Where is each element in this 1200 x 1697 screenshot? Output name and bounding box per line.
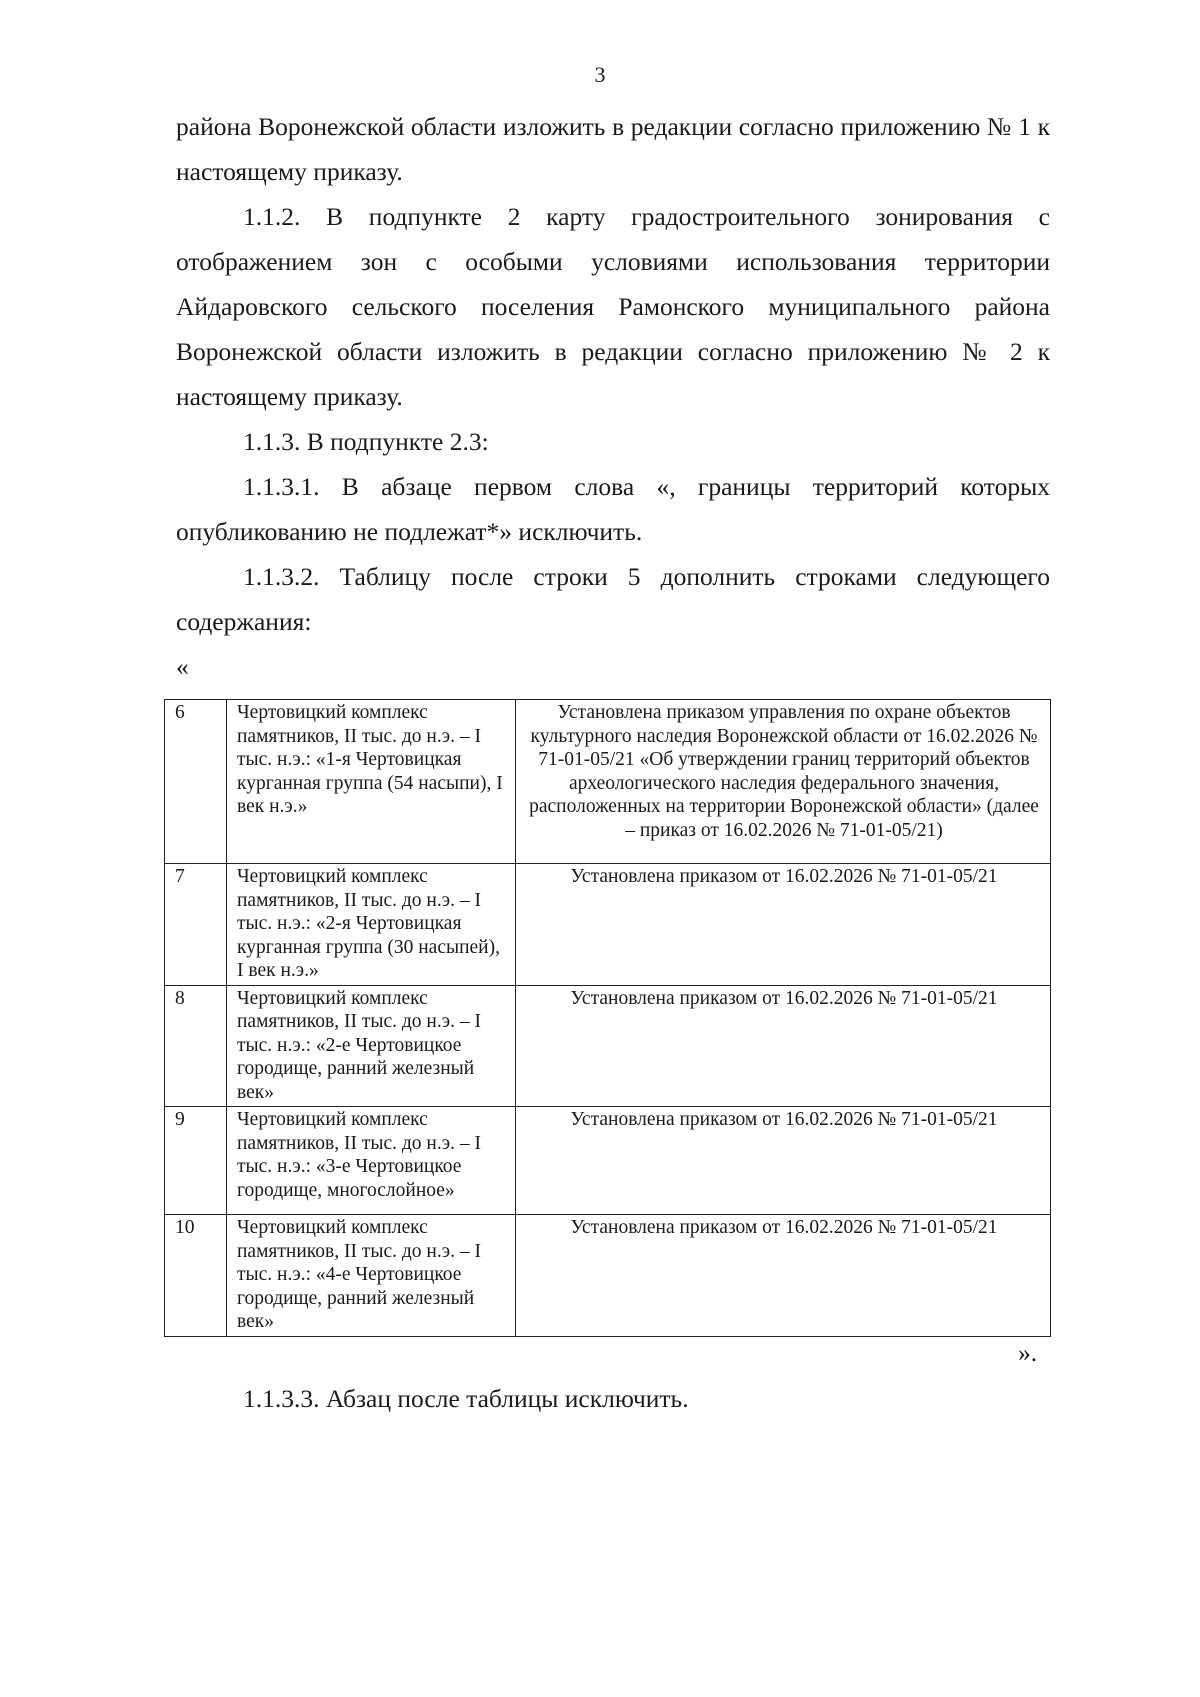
paragraph-1-1-3-2: 1.1.3.2. Таблицу после строки 5 дополнить строками следующего содержания: [176,562,1050,636]
row-number: 7 [165,864,227,986]
paragraph-1-1-3: 1.1.3. В подпункте 2.3: [243,427,489,456]
table-row [165,1107,1051,1215]
row-number: 8 [165,985,227,1107]
object-name: Чертовицкий комплекс памятников, II тыс. до н.э. – I тыс. н.э.: «1-я Чертовицкая курганная группа (54 насыпи), I век н.э.» [227,700,516,864]
paragraph-1-1-3-1: 1.1.3.1. В абзаце первом слова «, границы территорий которых опубликованию не подлежат*» исключить. [176,472,1050,546]
boundary-document: Установлена приказом от 16.02.2026 № 71-01-05/21 [516,985,1051,1107]
table-row [165,985,1051,1107]
table-row [165,1215,1051,1337]
table-row [165,864,1051,986]
boundary-document: Установлена приказом управления по охране объектов культурного наследия Воронежской области от 16.02.2026 № 71-01-05/21 «Об утверждении границ территорий объектов археологического наследия федерального значения, расположенных на территории Воронежской области» (далее – приказ от 16.02.2026 № 71-01-05/21) [516,700,1051,864]
final-paragraph-text: 1.1.3.3. Абзац после таблицы исключить. [243,1384,689,1413]
boundary-document: Установлена приказом от 16.02.2026 № 71-01-05/21 [516,1215,1051,1337]
page-number: 3 [594,62,606,87]
boundary-document: Установлена приказом от 16.02.2026 № 71-01-05/21 [516,864,1051,986]
object-name: Чертовицкий комплекс памятников, II тыс. до н.э. – I тыс. н.э.: «4-е Чертовицкое городище, ранний железный век» [227,1215,516,1337]
row-number: 6 [165,700,227,864]
table-row [165,700,1051,864]
body-text [176,104,1050,644]
object-name: Чертовицкий комплекс памятников, II тыс. до н.э. – I тыс. н.э.: «2-е Чертовицкое городище, ранний железный век» [227,985,516,1107]
paragraph-continuation: района Воронежской области изложить в редакции согласно приложению № 1 к настоящему приказу. [176,112,1050,186]
rows-table [164,699,1051,1337]
boundary-document: Установлена приказом от 16.02.2026 № 71-01-05/21 [516,1107,1051,1215]
object-name: Чертовицкий комплекс памятников, II тыс. до н.э. – I тыс. н.э.: «2-я Чертовицкая курганная группа (30 насыпей), I век н.э.» [227,864,516,986]
paragraph-1-1-3-3 [176,1376,1050,1421]
opening-quote: « [176,652,189,681]
row-number: 10 [165,1215,227,1337]
paragraph-1-1-2: 1.1.2. В подпункте 2 карту градостроительного зонирования с отображением зон с особыми условиями использования территории Айдаровского сельского поселения Рамонского муниципального района Воронежской области изложить в редакции согласно приложению № 2 к настоящему приказу. [176,202,1050,411]
closing-quote: ». [1018,1338,1038,1367]
object-name: Чертовицкий комплекс памятников, II тыс. до н.э. – I тыс. н.э.: «3-е Чертовицкое городище, многослойное» [227,1107,516,1215]
inserted-table [164,699,1050,1337]
row-number: 9 [165,1107,227,1215]
